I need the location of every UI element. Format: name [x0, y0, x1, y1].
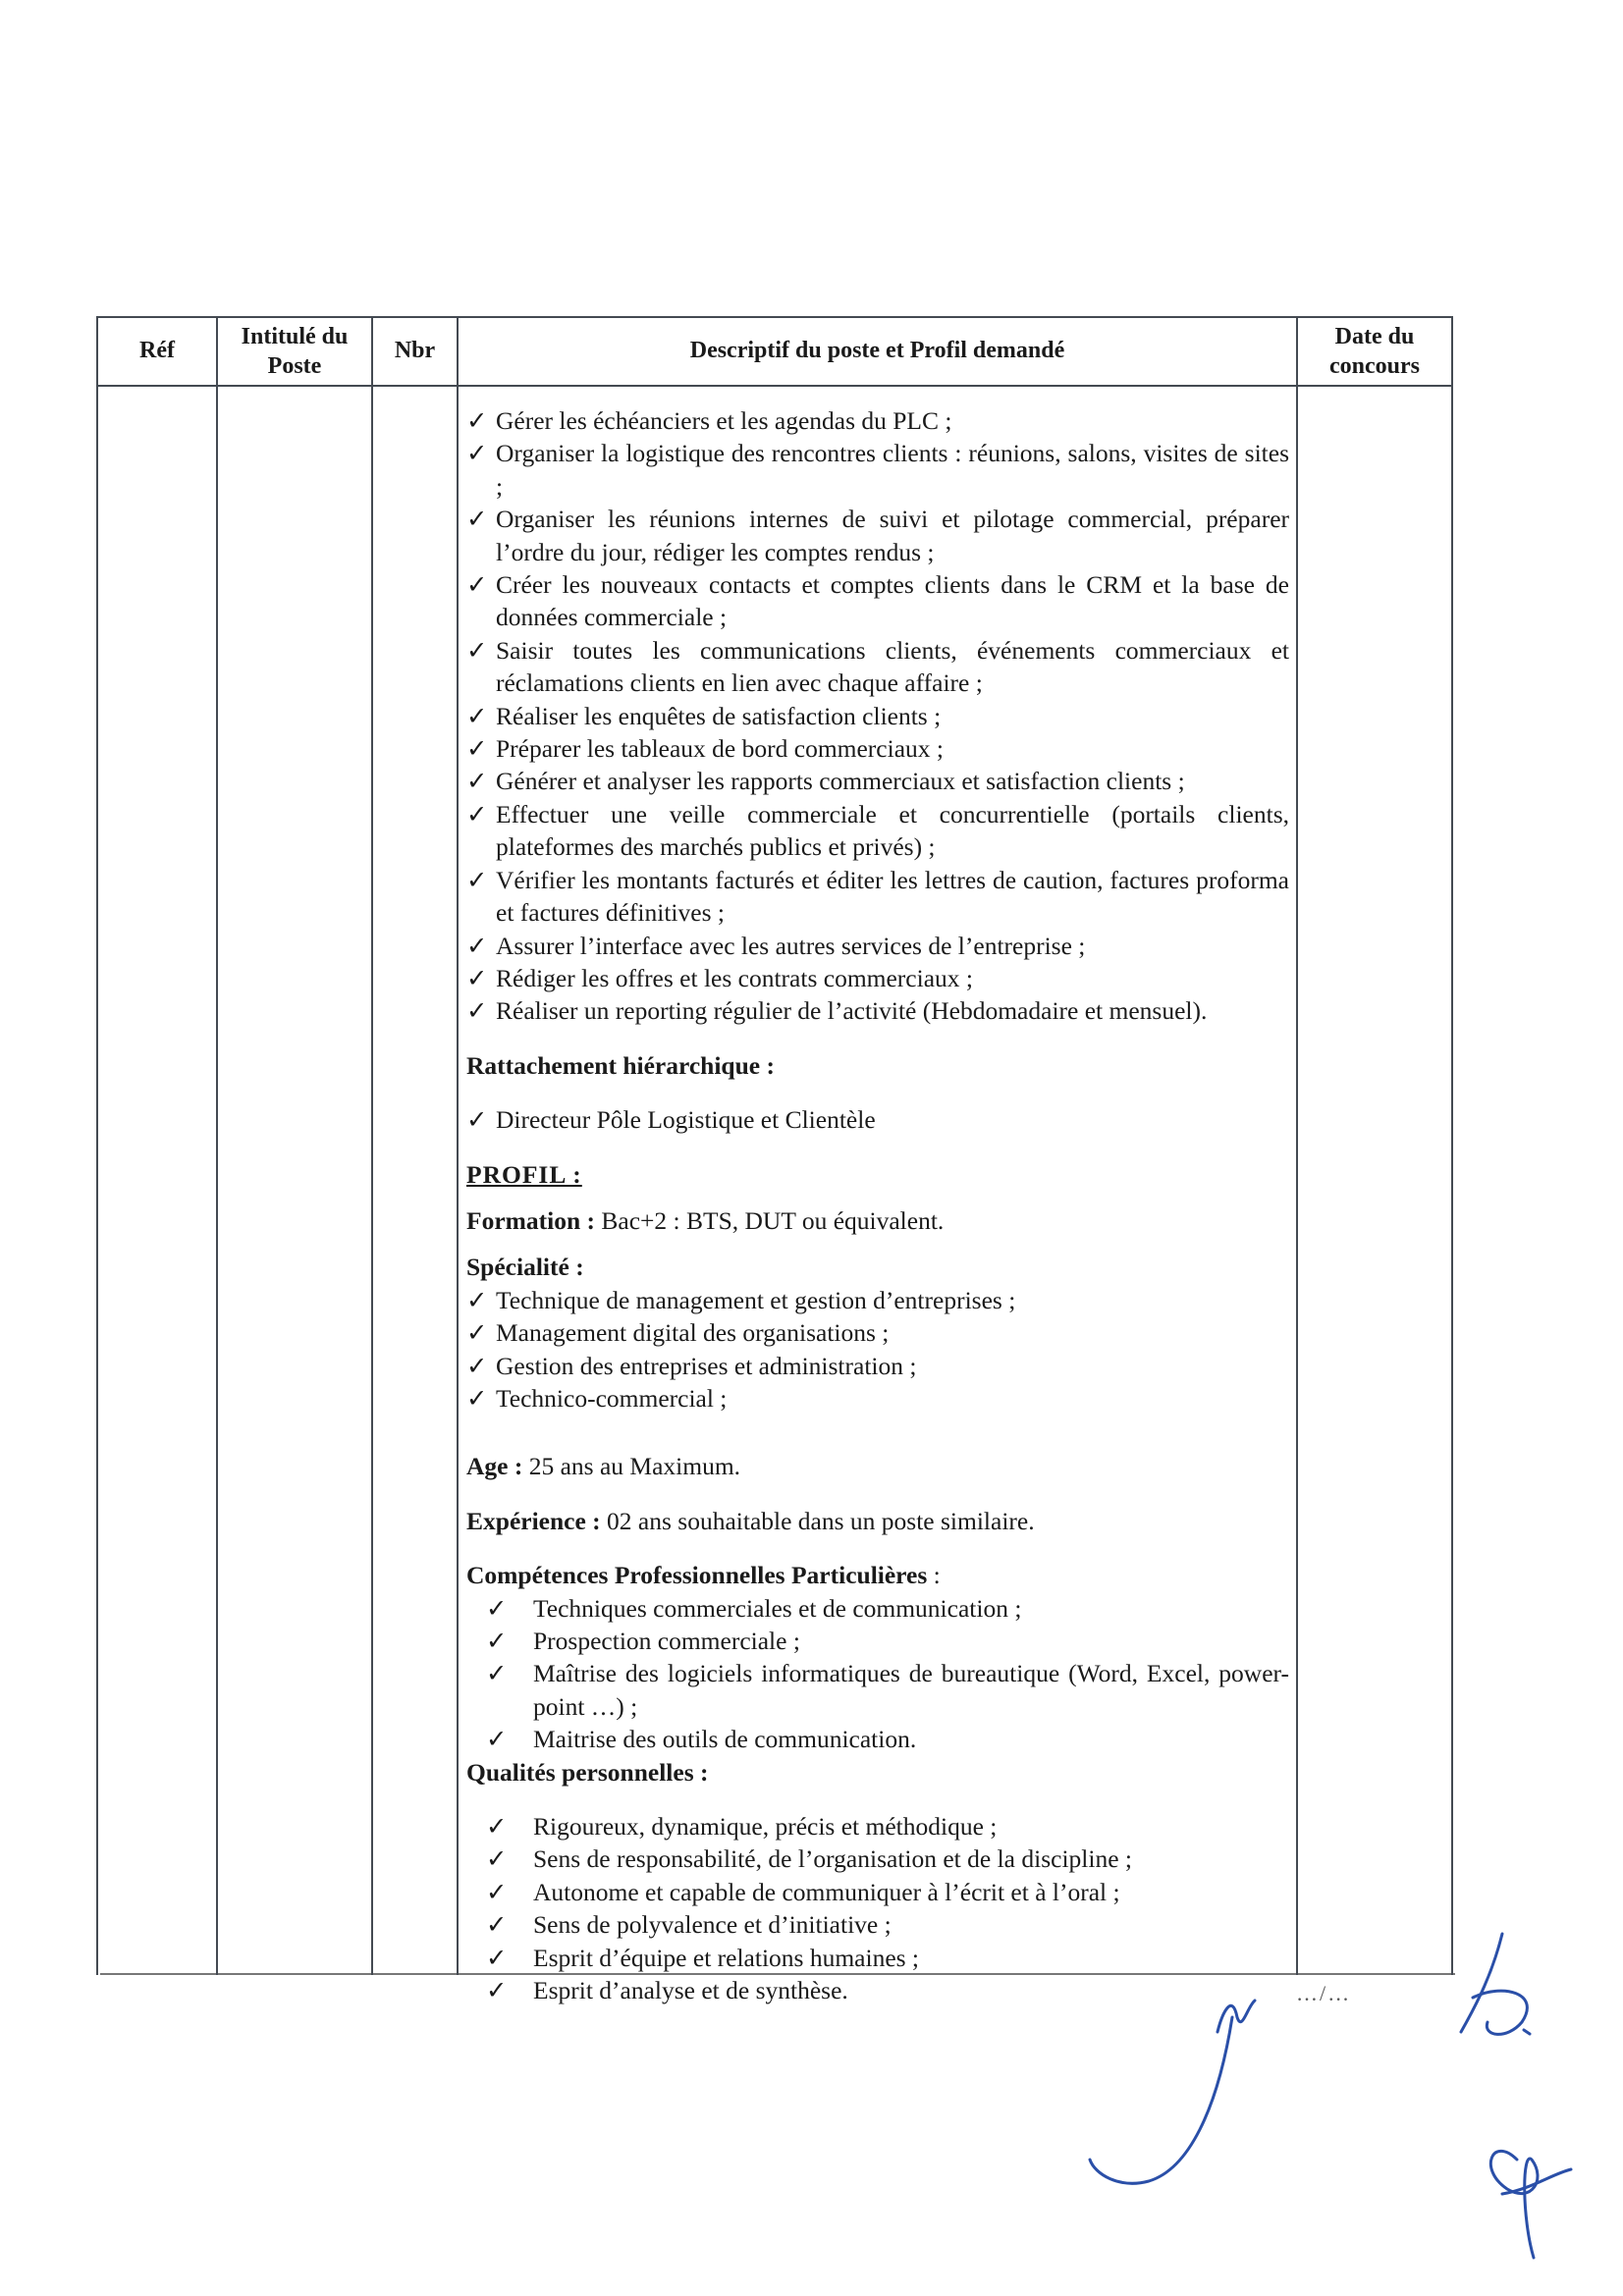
header-descriptif: Descriptif du poste et Profil demandé [689, 338, 1065, 363]
table-top-border [96, 316, 1453, 318]
task-item [466, 568, 1289, 634]
competences-heading-line [466, 1559, 1289, 1591]
competence-item-text: Maitrise des outils de communication. [533, 1725, 917, 1754]
experience-line [466, 1505, 1289, 1537]
qualite-item-text: Esprit d’analyse et de synthèse. [533, 1976, 848, 2005]
task-item [466, 700, 1289, 732]
task-item [466, 962, 1289, 994]
qualite-item-text: Autonome et capable de communiquer à l’écrit et à l’oral ; [533, 1877, 1120, 1906]
check-icon: ✓ [486, 1910, 508, 1940]
check-icon: ✓ [466, 406, 488, 435]
specialite-item-text: Gestion des entreprises et administration ; [496, 1351, 917, 1380]
table-col-border-nbr [457, 316, 459, 1975]
specialite-item-text: Management digital des organisations ; [496, 1318, 890, 1348]
header-nbr: Nbr [394, 338, 436, 363]
task-item [466, 437, 1289, 503]
specialite-list [466, 1284, 1289, 1415]
check-icon: ✓ [466, 570, 488, 600]
check-icon: ✓ [486, 1812, 508, 1842]
competence-item [466, 1592, 1289, 1625]
check-icon: ✓ [486, 1627, 508, 1655]
task-item [466, 503, 1289, 568]
task-item [466, 798, 1289, 864]
check-icon: ✓ [466, 734, 488, 764]
check-icon: ✓ [486, 1943, 508, 1972]
task-item [466, 864, 1289, 930]
rattachement-item [466, 1103, 1289, 1136]
task-item [466, 765, 1289, 797]
check-icon: ✓ [466, 701, 488, 730]
age-line [466, 1450, 1289, 1482]
qualite-item-text: Sens de responsabilité, de l’organisation et de la discipline ; [533, 1844, 1132, 1874]
rattachement-item-text: Directeur Pôle Logistique et Clientèle [496, 1105, 876, 1135]
task-item-text: Rédiger les offres et les contrats commerciaux ; [496, 963, 973, 992]
task-item-text: Organiser les réunions internes de suivi et pilotage commercial, préparer l’ordre du jour, rédiger les comptes rendus ; [496, 505, 1289, 566]
qualite-item [466, 1810, 1289, 1842]
check-icon: ✓ [486, 1976, 508, 2005]
table-header-divider [96, 385, 1453, 387]
competences-list [466, 1592, 1289, 1756]
check-icon: ✓ [466, 439, 488, 468]
formation-value: Bac+2 : BTS, DUT ou équivalent. [601, 1205, 945, 1235]
task-item-text: Assurer l’interface avec les autres services de l’entreprise ; [496, 931, 1086, 960]
header-intitule: Intitulé du Poste [241, 324, 349, 379]
age-value: 25 ans au Maximum. [528, 1452, 741, 1481]
formation-line [466, 1204, 1289, 1237]
check-icon: ✓ [466, 505, 488, 534]
competence-item [466, 1723, 1289, 1755]
specialite-item [466, 1284, 1289, 1316]
check-icon: ✓ [466, 1318, 488, 1348]
header-ref: Réf [139, 338, 175, 363]
task-item [466, 930, 1289, 962]
competence-item [466, 1625, 1289, 1657]
check-icon: ✓ [466, 996, 488, 1026]
rattachement-list [466, 1103, 1289, 1136]
experience-label: Expérience : [466, 1506, 601, 1535]
check-icon: ✓ [466, 799, 488, 828]
rattachement-heading: Rattachement hiérarchique : [466, 1050, 775, 1080]
task-item [466, 404, 1289, 437]
check-icon: ✓ [486, 1725, 508, 1754]
header-date: Date du concours [1329, 324, 1420, 379]
competences-colon: : [927, 1561, 941, 1590]
task-item-text: Générer et analyser les rapports commerciaux et satisfaction clients ; [496, 767, 1185, 796]
check-icon: ✓ [466, 963, 488, 992]
tasks-list [466, 404, 1289, 1028]
table-col-border-ref [216, 316, 218, 1975]
specialite-item [466, 1350, 1289, 1382]
formation-label: Formation : [466, 1205, 596, 1235]
task-item-text: Réaliser les enquêtes de satisfaction clients ; [496, 701, 942, 730]
check-icon: ✓ [466, 1351, 488, 1380]
qualite-item-text: Esprit d’équipe et relations humaines ; [533, 1943, 920, 1972]
competence-item-text: Techniques commerciales et de communication ; [533, 1593, 1022, 1623]
task-item-text: Effectuer une veille commerciale et concurrentielle (portails clients, plateformes des marchés publics et privés) ; [496, 799, 1289, 862]
age-label: Age : [466, 1452, 523, 1481]
task-item-text: Vérifier les montants facturés et éditer les lettres de caution, factures proforma et factures définitives ; [496, 865, 1289, 928]
competence-item-text: Maîtrise des logiciels informatiques de bureautique (Word, Excel, power-point …) ; [533, 1659, 1289, 1721]
check-icon: ✓ [486, 1593, 508, 1623]
task-item [466, 994, 1289, 1027]
task-item-text: Saisir toutes les communications clients, événements commerciaux et réclamations clients en lien avec chaque affaire ; [496, 635, 1289, 698]
check-icon: ✓ [466, 931, 488, 960]
continuation-marker: …/… [1296, 1981, 1352, 2005]
check-icon: ✓ [486, 1877, 508, 1906]
qualite-item [466, 1876, 1289, 1908]
task-item [466, 732, 1289, 765]
table-col-border-right [1451, 316, 1453, 1975]
task-item-text: Réaliser un reporting régulier de l’activité (Hebdomadaire et mensuel). [496, 996, 1208, 1026]
specialite-item [466, 1316, 1289, 1349]
descriptif-cell [466, 404, 1289, 2006]
qualite-item-text: Rigoureux, dynamique, précis et méthodique ; [533, 1812, 998, 1842]
check-icon: ✓ [466, 1383, 488, 1413]
experience-value: 02 ans souhaitable dans un poste similaire. [607, 1506, 1035, 1535]
task-item-text: Gérer les échéanciers et les agendas du PLC ; [496, 406, 952, 435]
task-item-text: Créer les nouveaux contacts et comptes clients dans le CRM et la base de données commerciale ; [496, 570, 1289, 632]
check-icon: ✓ [466, 865, 488, 894]
specialite-item [466, 1382, 1289, 1415]
specialite-item-text: Technico-commercial ; [496, 1383, 728, 1413]
table-col-border-intitule [371, 316, 373, 1975]
check-icon: ✓ [466, 1105, 488, 1135]
signature-initials [1060, 1924, 1610, 2287]
specialite-item-text: Technique de management et gestion d’entreprises ; [496, 1285, 1016, 1314]
task-item-text: Préparer les tableaux de bord commerciaux ; [496, 734, 944, 764]
task-item [466, 634, 1289, 700]
qualite-item [466, 1842, 1289, 1875]
profil-heading: PROFIL : [466, 1159, 582, 1189]
check-icon: ✓ [486, 1659, 508, 1688]
competence-item [466, 1657, 1289, 1723]
check-icon: ✓ [466, 767, 488, 796]
check-icon: ✓ [466, 1285, 488, 1314]
task-item-text: Organiser la logistique des rencontres clients : réunions, salons, visites de sites ; [496, 439, 1289, 501]
competences-heading: Compétences Professionnelles Particulières [466, 1561, 928, 1590]
check-icon: ✓ [486, 1844, 508, 1874]
qualites-heading: Qualités personnelles : [466, 1757, 709, 1787]
competence-item-text: Prospection commerciale ; [533, 1627, 800, 1655]
specialite-heading: Spécialité : [466, 1253, 584, 1282]
table-col-border-descriptif [1296, 316, 1298, 1975]
table-col-border-left [96, 316, 98, 1975]
check-icon: ✓ [466, 635, 488, 665]
qualite-item-text: Sens de polyvalence et d’initiative ; [533, 1910, 892, 1940]
